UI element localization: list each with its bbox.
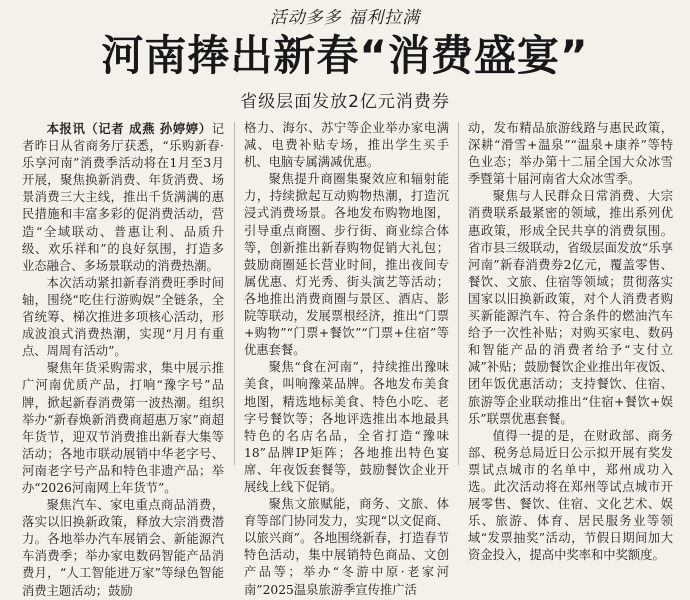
column-divider: [458, 122, 459, 465]
column-divider: [234, 122, 235, 465]
article-column-3: [468, 120, 673, 563]
paragraph-1-text: 记者昨日从省商务厅获悉，“乐购新春·乐享河南”消费季活动将在1月至3月开展，聚焦换新消费、年货消费、场景消费三大主线，推出千货满满的惠民措施和丰富多彩的促消费活动，营造“全域联动、普惠让利、品质升级、欢乐祥和”的良好氛围，打造多业态融合、多场景联动的消费热潮。: [22, 122, 224, 273]
paragraph-10: 聚焦与人民群众日常消费、大宗消费联系最紧密的领域，推出系列优惠政策，形成全民共享的消费氛围。省市县三级联动，省级层面发放“乐享河南”新春消费券2亿元，覆盖零售、餐饮、文旅、住宿等领域；贯彻落实国家以旧换新政策，对个人消费者购买新能源汽车、符合条件的燃油汽车给予一次性补贴；对购买家电、数码和智能产品的消费者给予“支付立减”补贴；鼓励餐饮企业推出年夜饭、团年饭优惠活动；支持餐饮、住宿、旅游等企业联动推出“住宿+餐饮+娱乐”联票优惠套餐。: [468, 189, 673, 426]
paragraph-4: 聚焦汽车、家电重点商品消费，落实以旧换新政策，释放大宗消费潜力。各地举办汽车展销会、新能源汽车消费季；举办家电数码智能产品消费月，“人工智能进万家”等绿色智能消费主题活动；鼓励: [22, 498, 224, 598]
article-column-2: [244, 120, 449, 597]
paragraph-11: 值得一提的是，在财政部、商务部、税务总局近日公示拟开展有奖发票试点城市的名单中，郑州成功入选。此次活动将在郑州等试点城市开展零售、餐饮、住宿、文化艺术、娱乐、旅游、体育、居民服务业等领域“发票抽奖”活动，节假日期间加大资金投入，提高中奖率和中奖额度。: [468, 428, 673, 563]
paragraph-1: [22, 120, 224, 275]
article-kicker: 活动多多 福利拉满: [269, 8, 421, 28]
paragraph-6: 聚焦提升商圈集聚效应和辐射能力，持续掀起互动购物热潮，打造沉浸式消费场景。各地发布购物地图，引导重点商圈、步行街、商业综合体等，创新推出新春购物促销大礼包；鼓励商圈延长营业时间，推出夜间专属优惠、灯光秀、街头演艺等活动；各地推出消费商圈与景区、酒店、影院等联动，发展票根经济，推出“门票+购物”“门票+餐饮”“门票+住宿”等优惠套餐。: [244, 172, 449, 358]
paragraph-9: 动，发布精品旅游线路与惠民政策，深耕“滑雪+温泉”“温泉+康养”等特色业态；举办第十二届全国大众冰雪季暨第十届河南省大众冰雪季。: [468, 121, 673, 187]
article-subhead: 省级层面发放2亿元消费券: [240, 92, 450, 112]
article-column-1: [22, 120, 224, 598]
paragraph-3: 聚焦年货采购需求，集中展示推广河南优质产品，打响“豫字号”品牌，掀起新春消费第一波热潮。组织举办“新春焕新消费商超惠万家”商超年货节，迎双节消费推出新春大集等活动；各地市联动展销中华老字号、河南老字号产品和特色非遗产品；举办“2026河南网上年货节”。: [22, 361, 224, 495]
paragraph-7: 聚焦“食在河南”，持续推出豫味美食，叫响豫菜品牌。各地发布美食地图，精选地标美食、特色小吃、老字号餐饮等；各地评选推出本地最具特色的名店名品，全省打造“豫味18”品牌IP矩阵；各地推出特色宴席、年夜饭套餐等，鼓励餐饮企业开展线上线下促销。: [244, 360, 449, 494]
paragraph-5: 格力、海尔、苏宁等企业举办家电满减、电费补贴专场，推出学生买手机、电脑专属满减优惠。: [244, 121, 449, 170]
article-lead: 本报讯（记者 成燕 孙婷婷）: [46, 121, 212, 136]
article-headline: 河南捧出新春“消费盛宴”: [101, 31, 589, 80]
paragraph-2: 本次活动紧扣新春消费旺季时间轴，围绕“吃住行游购娱”全链条，全省统筹、梯次推进多项核心活动，形成波浪式消费热潮，实现“月月有重点、周周有活动”。: [22, 275, 224, 359]
paragraph-8: 聚焦文旅赋能，商务、文旅、体育等部门协同发力，实现“以文促商、以旅兴商”。各地围绕新春，打造春节特色活动，集中展销特色商品、文创产品等；举办“冬游中原·老家河南”2025温泉旅游季宣传推广活: [244, 497, 449, 597]
